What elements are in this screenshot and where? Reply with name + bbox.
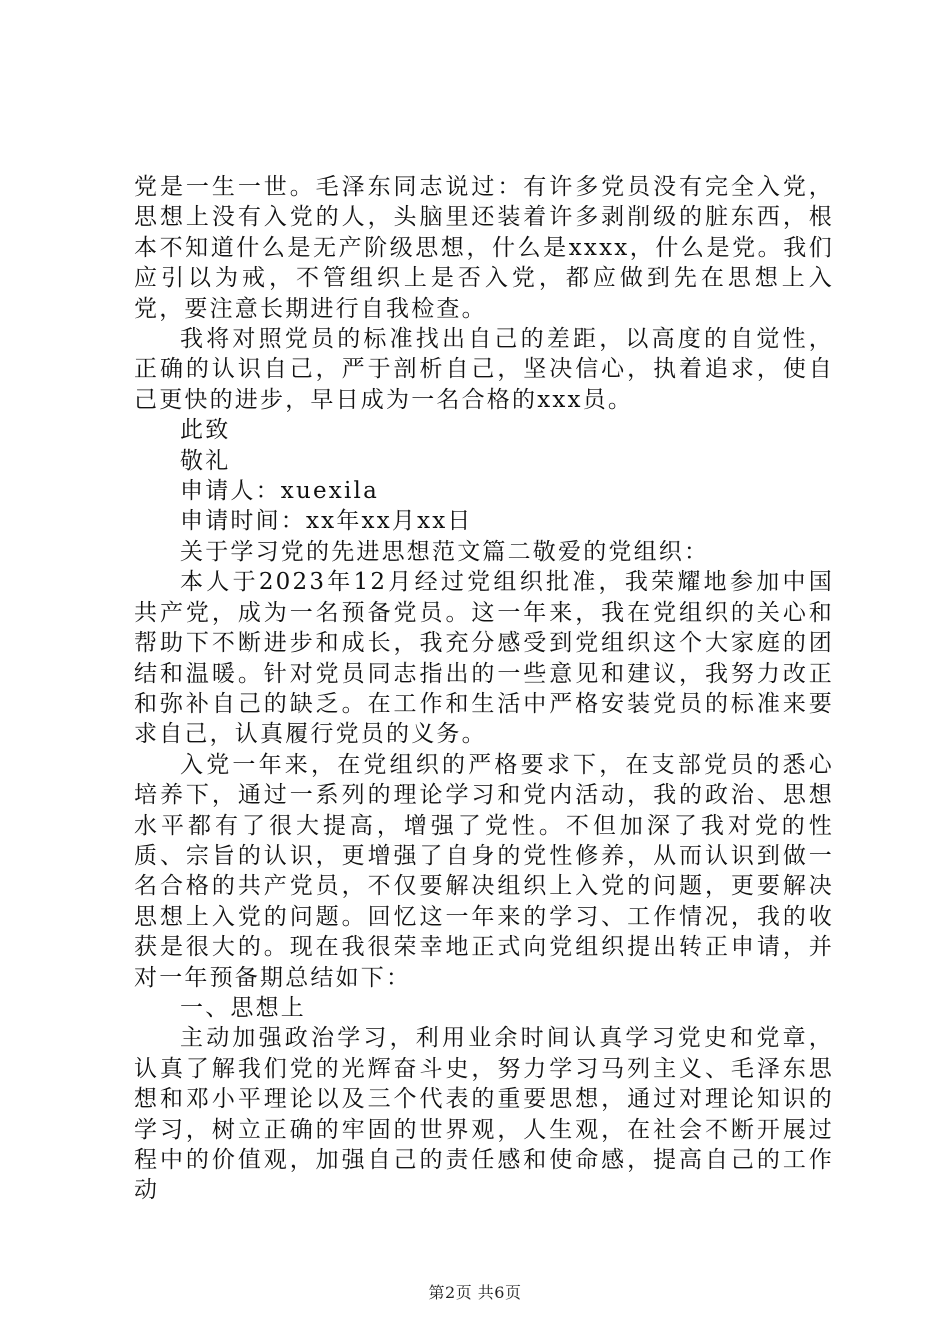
page-number-label: 第2页 共6页 (428, 1283, 522, 1302)
document-body (134, 172, 834, 1206)
section-heading-sample-two: 关于学习党的先进思想范文篇二敬爱的党组织： (180, 538, 710, 565)
paragraph-introduction: 本人于2023年12月经过党组织批准，我荣耀地参加中国共产党，成为一名预备党员。这一年来，我在党组织的关心和帮助下不断进步和成长，我充分感受到党组织这个大家庭的团结和温暖。针对党员同志指出的一些意见和建议，我努力改正和弥补自己的缺乏。在工作和生活中严格安装党员的标准来要求自己，认真履行党员的义务。 (134, 569, 834, 748)
paragraph-self-reflection: 我将对照党员的标准找出自己的差距，以高度的自觉性，正确的认识自己，严于剖析自己，坚决信心，执着追求，使自己更快的进步，早日成为一名合格的xxx员。 (134, 326, 834, 413)
paragraph-continuation: 党是一生一世。毛泽东同志说过：有许多党员没有完全入党，思想上没有入党的人，头脑里还装着许多剥削级的脏东西，根本不知道什么是无产阶级思想，什么是xxxx，什么是党。我们应引以为戒，不管组织上是否入党，都应做到先在思想上入党，要注意长期进行自我检查。 (134, 174, 834, 322)
page-footer (0, 1280, 950, 1303)
subheading-thought: 一、思想上 (180, 994, 306, 1021)
applicant-line: 申请人：xuexila (180, 478, 379, 505)
paragraph-political-study: 主动加强政治学习，利用业余时间认真学习党史和党章，认真了解我们党的光辉奋斗史，努力学习马列主义、毛泽东思想和邓小平理论以及三个代表的重要思想，通过对理论知识的学习，树立正确的牢固的世界观，人生观，在社会不断开展过程中的价值观，加强自己的责任感和使命感，提高自己的工作动 (134, 1025, 834, 1204)
closing-regards: 敬礼 (180, 447, 231, 474)
paragraph-year-review: 入党一年来，在党组织的严格要求下，在支部党员的悉心培养下，通过一系列的理论学习和党内活动，我的政治、思想水平都有了很大提高，增强了党性。不但加深了我对党的性质、宗旨的认识，更增强了自身的党性修养，从而认识到做一名合格的共产党员，不仅要解决组织上入党的问题，更要解决思想上入党的问题。回忆这一年来的学习、工作情况，我的收获是很大的。现在我很荣幸地正式向党组织提出转正申请，并对一年预备期总结如下： (134, 751, 834, 991)
application-date-line: 申请时间：xx年xx月xx日 (180, 508, 473, 535)
closing-salutation: 此致 (180, 417, 231, 444)
